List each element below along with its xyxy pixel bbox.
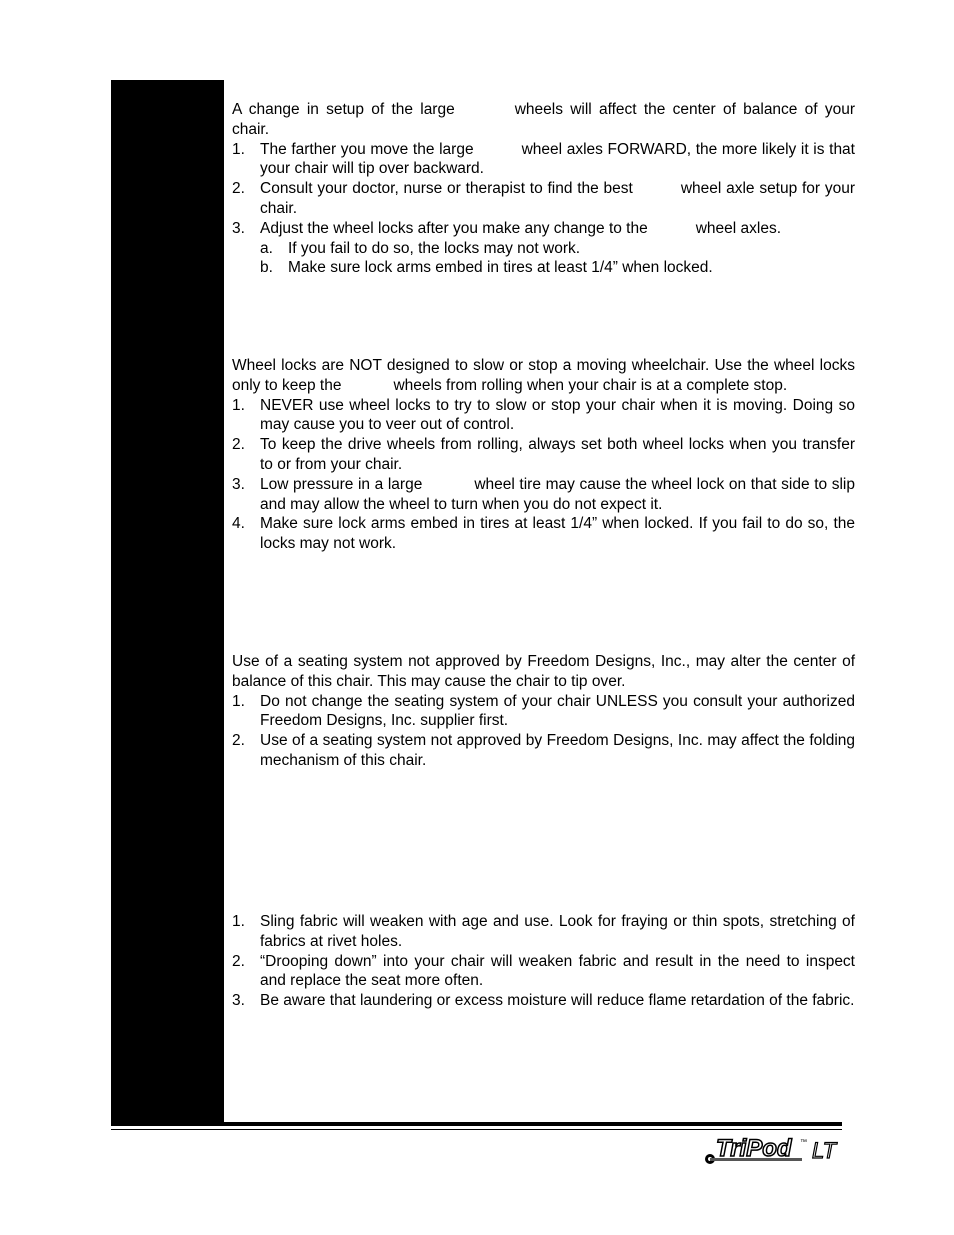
section-intro: A change in setup of the large wheels will affect the center of balance of your chair. bbox=[232, 101, 855, 138]
list-item: 2. To keep the drive wheels from rolling, always set both wheel locks when you transfer to or from your chair. bbox=[232, 436, 855, 473]
numbered-list bbox=[232, 912, 855, 1011]
section-intro: Wheel locks are NOT designed to slow or stop a moving wheelchair. Use the wheel locks only to keep the wheels from rolling when your chair is at a complete stop. bbox=[232, 357, 855, 394]
sub-list-item: a. If you fail to do so, the locks may not work. bbox=[260, 239, 581, 257]
list-item: 3. Be aware that laundering or excess moisture will reduce flame retardation of the fabric. bbox=[232, 992, 855, 1010]
tripod-lt-logo bbox=[702, 1134, 842, 1166]
footer-rule bbox=[111, 1122, 842, 1126]
footer-rule-thin bbox=[111, 1129, 842, 1130]
tripod-lt-logo-graphic bbox=[702, 1134, 842, 1166]
section-rear-wheel-setup bbox=[232, 100, 855, 278]
list-item: 3. Low pressure in a large wheel tire may cause the wheel lock on that side to slip and may allow the wheel to turn when you do not expect it. bbox=[232, 475, 855, 513]
section-intro: Use of a seating system not approved by Freedom Designs, Inc., may alter the center of balance of this chair. This may cause the chair to tip over. bbox=[232, 653, 855, 690]
numbered-list bbox=[232, 692, 855, 771]
svg-text:LT: LT bbox=[812, 1138, 837, 1163]
svg-text:TriPod: TriPod bbox=[716, 1135, 792, 1162]
sub-list-item: b. Make sure lock arms embed in tires at least 1/4” when locked. bbox=[260, 259, 713, 277]
numbered-list bbox=[232, 396, 855, 554]
list-item: 1. NEVER use wheel locks to try to slow or stop your chair when it is moving. Doing so may cause you to veer out of control. bbox=[232, 396, 855, 434]
list-item: 1. Sling fabric will weaken with age and use. Look for fraying or thin spots, stretching of fabrics at rivet holes. bbox=[232, 913, 855, 950]
list-item: 1. Do not change the seating system of your chair UNLESS you consult your authorized Freedom Designs, Inc. supplier first. bbox=[232, 692, 855, 730]
list-item: 2. Use of a seating system not approved by Freedom Designs, Inc. may affect the folding mechanism of this chair. bbox=[232, 732, 855, 769]
list-item: 4. Make sure lock arms embed in tires at least 1/4” when locked. If you fail to do so, the locks may not work. bbox=[232, 515, 855, 553]
section-wheel-locks bbox=[232, 356, 855, 554]
svg-text:™: ™ bbox=[800, 1139, 807, 1146]
list-item: 3. Adjust the wheel locks after you make any change to the wheel axles. bbox=[232, 219, 782, 237]
list-item: 2. “Drooping down” into your chair will weaken fabric and result in the need to inspect and replace the seat more often. bbox=[232, 952, 855, 990]
section-sling-fabric bbox=[232, 912, 855, 1011]
sidebar-bar bbox=[111, 80, 224, 1122]
numbered-list bbox=[232, 140, 855, 279]
list-item: 2. Consult your doctor, nurse or therapist to find the best wheel axle setup for your chair. bbox=[232, 180, 855, 217]
section-seating-system bbox=[232, 652, 855, 771]
list-item: 1. The farther you move the large wheel axles FORWARD, the more likely it is that your chair will tip over backward. bbox=[232, 140, 855, 178]
